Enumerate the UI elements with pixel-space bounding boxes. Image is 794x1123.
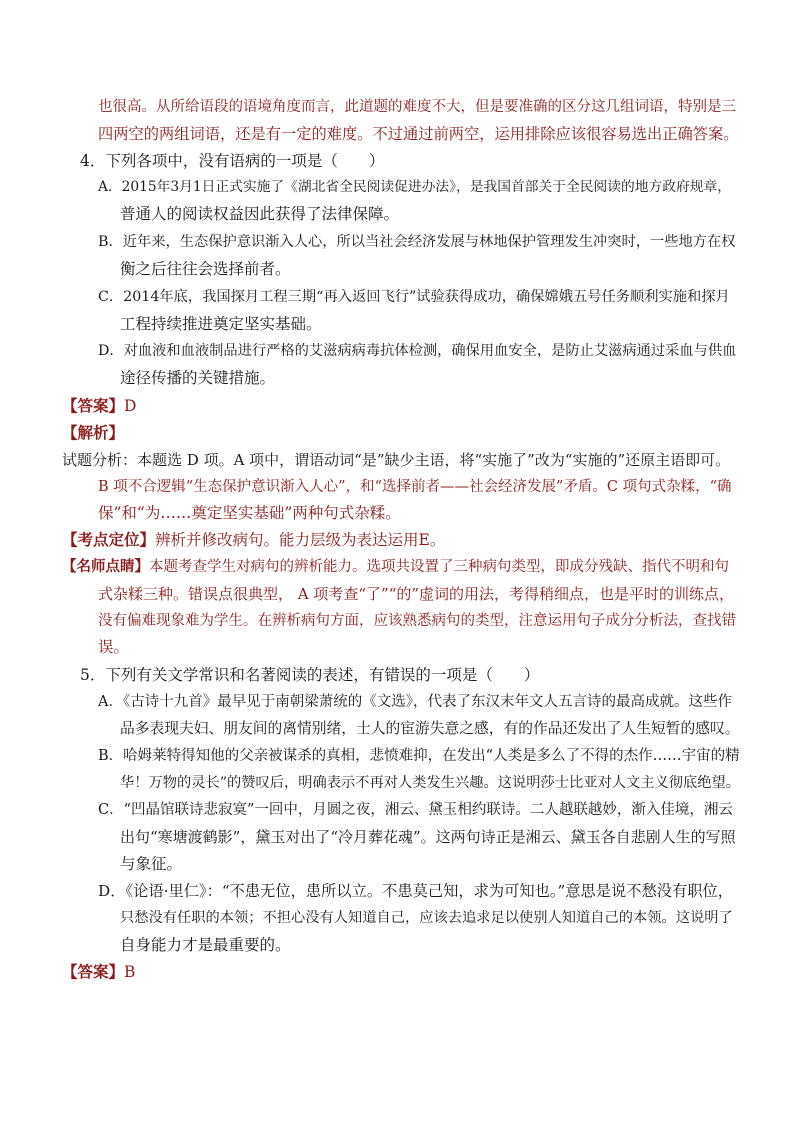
q5-option-c-line-2: 出句“寒塘渡鹤影”，黛玉对出了“冷月葬花魂”。这两句诗正是湘云、黛玉各自悲剧人生的写照	[120, 828, 736, 846]
q5-option-a-line-1: A．《古诗十九首》最早见于南朝梁萧统的《文选》，代表了东汉末年文人五言诗的最高成就。这些作	[98, 694, 732, 710]
q4-option-b-line-2: 衡之后往往会选择前者。	[120, 260, 291, 278]
q5-option-c-line-3: 与象征。	[120, 855, 183, 873]
q5-answer	[62, 962, 135, 982]
q5-option-d-line-2: 只愁没有任职的本领；不担心没有人知道自己，应该去追求足以使别人知道自己的本领。这说明了	[120, 910, 733, 926]
q4-tip-line-4: 误。	[98, 638, 130, 656]
q4-tip-line-3: 没有偏难现象难为学生。在辨析病句方面，应该熟悉病句的类型，注意运用句子成分分析法，查找错	[98, 613, 736, 629]
q4-tip-line-1	[62, 557, 729, 577]
q5-answer-value: B	[124, 963, 136, 981]
q5-option-d-line-1: D．《论语·里仁》：“不患无位，患所以立。不患莫己知，求为可知也。”意思是说不愁没有职位，	[98, 882, 734, 900]
q5-option-b-line-2: 华！万物的灵长”的赞叹后，明确表示不再对人类发生兴趣。这说明莎士比亚对人文主义彻底绝望。	[120, 775, 741, 791]
q5-option-c-line-1: C．“凹晶馆联诗悲寂寞”一回中，月圆之夜，湘云、黛玉相约联诗。二人越联越妙，渐入佳境，湘云	[98, 802, 733, 818]
q4-option-d-line-1: D．对血液和血液制品进行严格的艾滋病病毒抗体检测，确保用血安全，是防止艾滋病通过采血与供血	[98, 343, 737, 359]
q4-analysis-tag: 【解析】	[62, 423, 125, 442]
q4-analysis-line-2: B 项不合逻辑“生态保护意识渐入人心”，和“选择前者——社会经济发展”矛盾。C 项句式杂糅，“确	[98, 479, 732, 495]
q4-answer-tag: 【答案】	[62, 396, 125, 415]
q5-stem: 5．下列有关文学常识和名著阅读的表述，有错误的一项是（ ）	[80, 666, 540, 684]
intro-line-1: 也很高。从所给语段的语境角度而言，此道题的难度不大，但是要准确的区分这几组词语，特别是三	[98, 99, 736, 115]
q4-option-a-line-2: 普通人的阅读权益因此获得了法律保障。	[120, 205, 400, 223]
q5-option-d-line-3: 自身能力才是最重要的。	[120, 936, 291, 954]
q4-analysis-line-1: 试题分析：本题选 D 项。A 项中，谓语动词“是”缺少主语，将“实施了”改为“实施的”还原主语即可。	[62, 451, 731, 469]
q4-option-c-line-1: C．2014年底，我国探月工程三期“再入返回飞行”试验获得成功，确保嫦娥五号任务顺利实施和探月	[98, 289, 730, 305]
q4-option-b-line-1: B．近年来，生态保护意识渐入人心，所以当社会经济发展与林地保护管理发生冲突时，一些地方在权	[98, 234, 736, 250]
q5-option-a-line-2: 品多表现夫妇、朋友间的离情别绪，士人的宦游失意之感，有的作品还发出了人生短暂的感叹。	[120, 720, 740, 737]
q4-answer-value: D	[124, 397, 137, 415]
q4-tip-text-1: 本题考查学生对病句的辨析能力。选项共设置了三种病句类型，即成分残缺、指代不明和句	[149, 559, 729, 575]
intro-line-2: 四两空的两组词语，还是有一定的难度。不过通过前两空，运用排除应该很容易选出正确答案。	[98, 125, 739, 143]
q4-analysis-line-3: 保”和“为……奠定坚实基础”两种句式杂糅。	[98, 504, 401, 522]
q4-stem: 4．下列各项中，没有语病的一项是（ ）	[80, 152, 385, 170]
q4-option-c-line-2: 工程持续推进奠定坚实基础。	[120, 315, 322, 333]
q4-answer	[62, 396, 136, 416]
q4-point-tag: 【考点定位】	[62, 530, 156, 549]
q4-tip-line-2: 式杂糅三种。错误点很典型， A 项考查“了”“的”虚词的用法，考得稍细点，也是平时的训练点，	[98, 585, 735, 603]
q4-option-d-line-2: 途径传播的关键措施。	[120, 369, 276, 387]
q4-tip-tag: 【名师点睛】	[62, 558, 149, 575]
q5-option-b-line-1: B．哈姆莱特得知他的父亲被谋杀的真相，悲愤难抑，在发出“人类是多么了不得的杰作……宇宙的精	[98, 748, 740, 764]
q5-answer-tag: 【答案】	[62, 962, 125, 981]
q4-point-text: 辨析并修改病句。能力层级为表达运用E。	[155, 531, 446, 549]
q4-option-a-line-1: A．2015年3月1日正式实施了《湖北省全民阅读促进办法》，是我国首部关于全民阅读的地方政府规章，	[98, 179, 732, 195]
q4-point	[62, 530, 445, 550]
